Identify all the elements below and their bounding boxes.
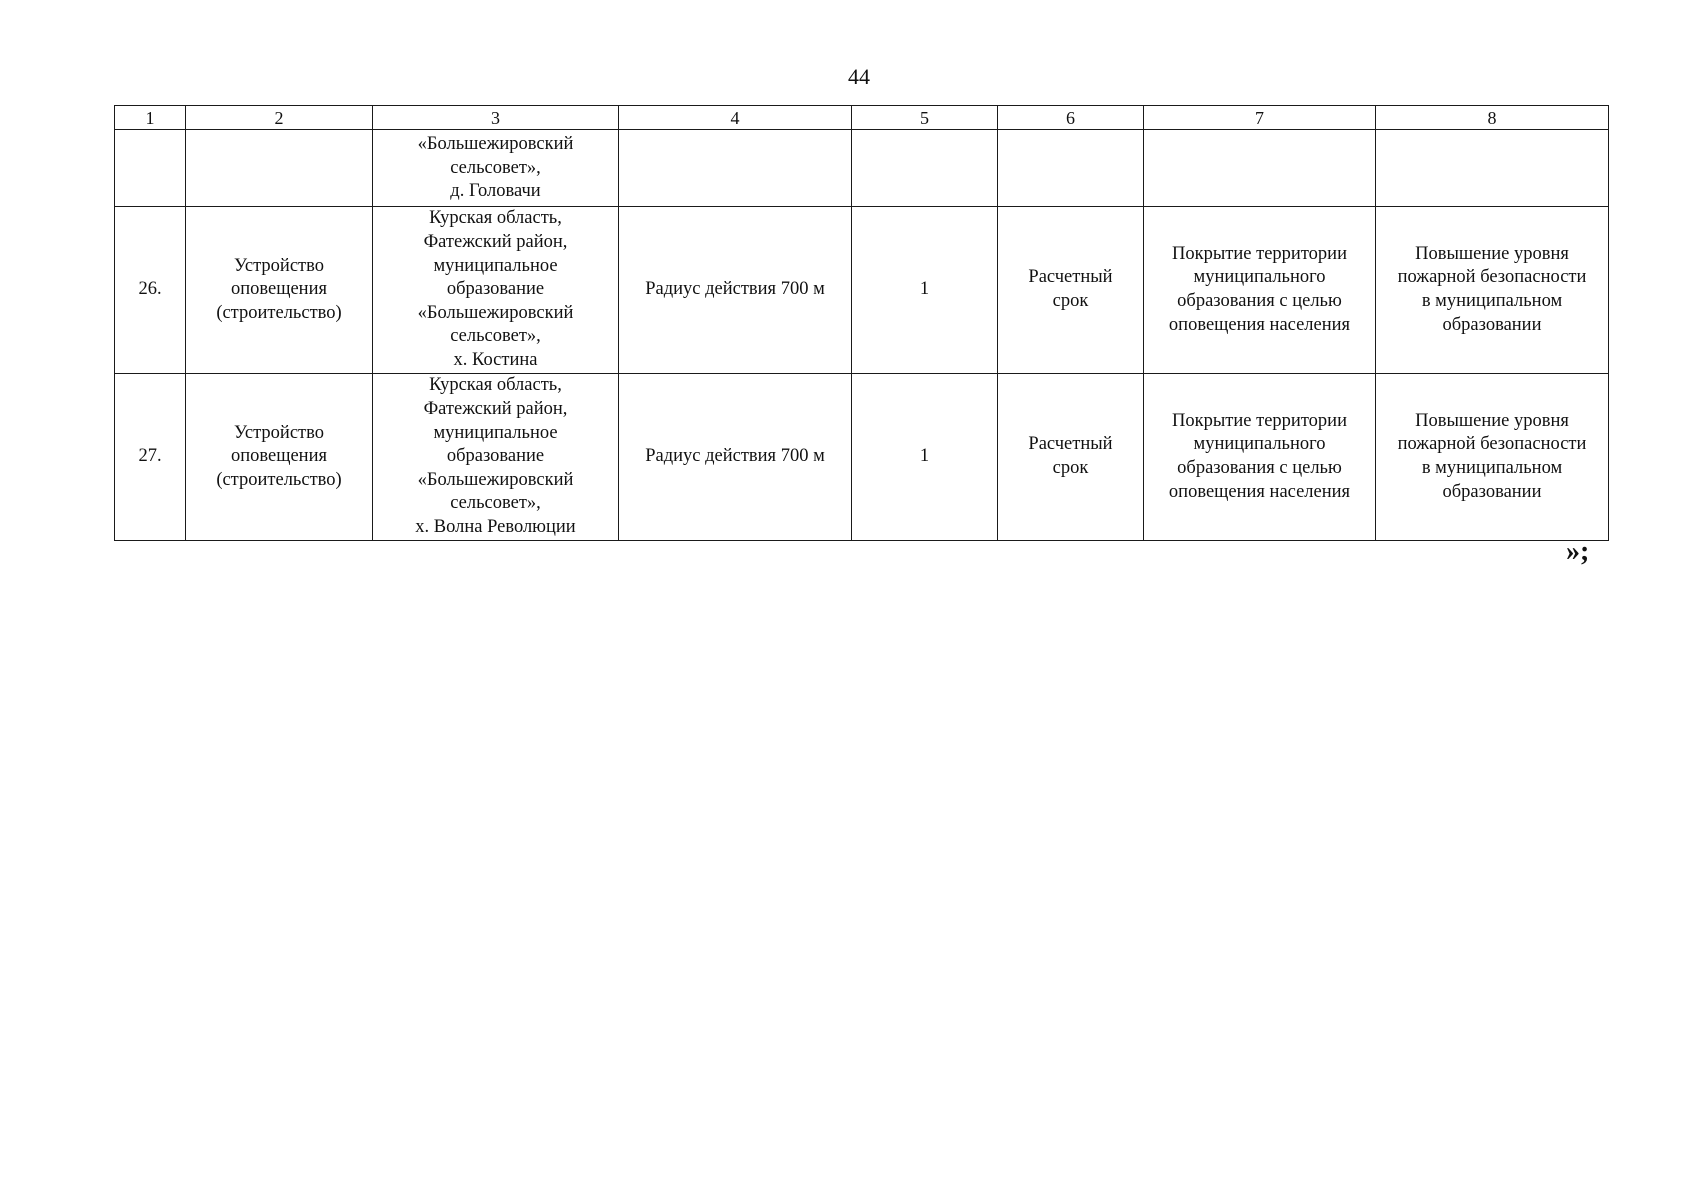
table-cell bbox=[852, 130, 998, 207]
table-cell bbox=[998, 130, 1144, 207]
row-number-cell: 27. bbox=[115, 374, 186, 541]
column-number-header: 1 bbox=[115, 106, 186, 130]
location-cell: Курская область, Фатежский район, муниципальное образование «Большежировский сельсовет», х. Костина bbox=[373, 207, 619, 374]
document-table bbox=[114, 105, 1609, 541]
table-row bbox=[115, 207, 1609, 374]
column-number-header: 7 bbox=[1144, 106, 1376, 130]
column-number-header: 6 bbox=[998, 106, 1144, 130]
characteristics-cell: Радиус действия 700 м bbox=[619, 207, 852, 374]
table-cell bbox=[619, 130, 852, 207]
table-header-row bbox=[115, 106, 1609, 130]
column-number-header: 5 bbox=[852, 106, 998, 130]
table-cell bbox=[115, 130, 186, 207]
result-cell: Повышение уровня пожарной безопасности в муниципальном образовании bbox=[1376, 374, 1609, 541]
closing-quote-mark: »; bbox=[1566, 536, 1590, 567]
table-row bbox=[115, 374, 1609, 541]
characteristics-cell: Радиус действия 700 м bbox=[619, 374, 852, 541]
location-cell: Курская область, Фатежский район, муниципальное образование «Большежировский сельсовет», х. Волна Революции bbox=[373, 374, 619, 541]
quantity-cell: 1 bbox=[852, 207, 998, 374]
quantity-cell: 1 bbox=[852, 374, 998, 541]
object-name-cell: Устройство оповещения (строительство) bbox=[186, 374, 373, 541]
result-cell: Повышение уровня пожарной безопасности в муниципальном образовании bbox=[1376, 207, 1609, 374]
term-cell: Расчетный срок bbox=[998, 374, 1144, 541]
term-cell: Расчетный срок bbox=[998, 207, 1144, 374]
column-number-header: 4 bbox=[619, 106, 852, 130]
table-cell bbox=[1144, 130, 1376, 207]
table-cell bbox=[186, 130, 373, 207]
column-number-header: 2 bbox=[186, 106, 373, 130]
table-row-continuation bbox=[115, 130, 1609, 207]
purpose-cell: Покрытие территории муниципального образования с целью оповещения населения bbox=[1144, 374, 1376, 541]
purpose-cell: Покрытие территории муниципального образования с целью оповещения населения bbox=[1144, 207, 1376, 374]
object-name-cell: Устройство оповещения (строительство) bbox=[186, 207, 373, 374]
column-number-header: 3 bbox=[373, 106, 619, 130]
row-number-cell: 26. bbox=[115, 207, 186, 374]
table-cell-location: «Большежировский сельсовет», д. Головачи bbox=[373, 130, 619, 207]
table-cell bbox=[1376, 130, 1609, 207]
column-number-header: 8 bbox=[1376, 106, 1609, 130]
page-number: 44 bbox=[848, 64, 870, 89]
